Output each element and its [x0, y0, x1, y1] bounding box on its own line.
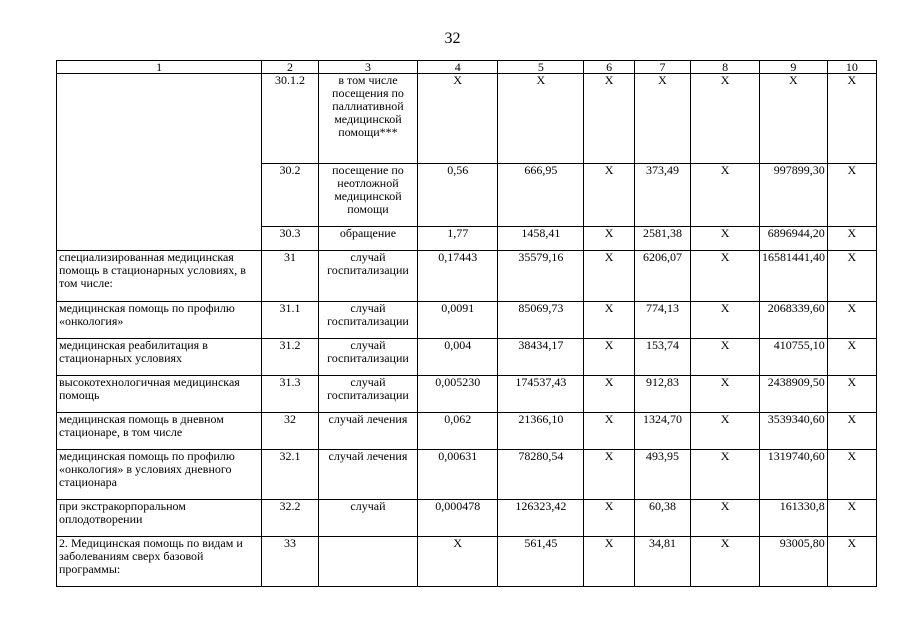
row-name: при экстракорпоральном оплодотворении	[57, 500, 262, 537]
row-col10: X	[827, 450, 876, 500]
row-col10: X	[827, 251, 876, 302]
row-col6: X	[584, 339, 634, 376]
row-col10: X	[827, 376, 876, 413]
row-col9: 6896944,20	[759, 227, 827, 251]
row-col9: 2438909,50	[759, 376, 827, 413]
row-col9: 410755,10	[759, 339, 827, 376]
row-col7: 2581,38	[634, 227, 690, 251]
row-unit: случай госпитализации	[318, 339, 418, 376]
row-col8: X	[691, 164, 760, 227]
row-col9: 2068339,60	[759, 302, 827, 339]
data-table	[56, 60, 877, 587]
table-row	[57, 74, 877, 164]
row-col10: X	[827, 164, 876, 227]
row-col5: 126323,42	[498, 500, 584, 537]
row-col8: X	[691, 500, 760, 537]
header-cell-7: 7	[634, 61, 690, 74]
row-unit: посещение по неотложной медицинской помощи	[318, 164, 418, 227]
table-row	[57, 537, 877, 587]
row-col7: 153,74	[634, 339, 690, 376]
header-row	[57, 61, 877, 74]
row-col9: X	[759, 74, 827, 164]
row-col8: X	[691, 227, 760, 251]
row-name: медицинская помощь в дневном стационаре, в том числе	[57, 413, 262, 450]
row-col8: X	[691, 302, 760, 339]
row-col5: 21366,10	[498, 413, 584, 450]
row-name: медицинская помощь по профилю «онкология» в условиях дневного стационара	[57, 450, 262, 500]
table-row	[57, 251, 877, 302]
row-unit: случай госпитализации	[318, 251, 418, 302]
row-col7: 912,83	[634, 376, 690, 413]
row-col7: X	[634, 74, 690, 164]
header-cell-2: 2	[262, 61, 318, 74]
table-row	[57, 500, 877, 537]
row-col10: X	[827, 537, 876, 587]
row-code: 32	[262, 413, 318, 450]
row-code: 32.1	[262, 450, 318, 500]
row-name	[57, 74, 262, 251]
row-col4: 0,00631	[418, 450, 498, 500]
row-col7: 373,49	[634, 164, 690, 227]
row-name: высокотехнологичная медицинская помощь	[57, 376, 262, 413]
table-row	[57, 339, 877, 376]
row-col6: X	[584, 251, 634, 302]
row-col7: 34,81	[634, 537, 690, 587]
row-col4: 0,17443	[418, 251, 498, 302]
row-col7: 493,95	[634, 450, 690, 500]
row-col5: 35579,16	[498, 251, 584, 302]
row-col7: 1324,70	[634, 413, 690, 450]
row-col5: 85069,73	[498, 302, 584, 339]
row-col6: X	[584, 537, 634, 587]
row-col6: X	[584, 227, 634, 251]
row-col10: X	[827, 500, 876, 537]
page-number: 32	[444, 30, 461, 47]
row-col5: 38434,17	[498, 339, 584, 376]
row-col6: X	[584, 376, 634, 413]
row-col5: 78280,54	[498, 450, 584, 500]
row-col5: 174537,43	[498, 376, 584, 413]
row-col9: 16581441,40	[759, 251, 827, 302]
row-col9: 93005,80	[759, 537, 827, 587]
row-col4: X	[418, 537, 498, 587]
row-unit: случай лечения	[318, 413, 418, 450]
row-col8: X	[691, 413, 760, 450]
row-col4: X	[418, 74, 498, 164]
row-col6: X	[584, 302, 634, 339]
table-row	[57, 376, 877, 413]
row-col5: X	[498, 74, 584, 164]
row-col8: X	[691, 376, 760, 413]
row-col8: X	[691, 450, 760, 500]
row-col6: X	[584, 500, 634, 537]
row-col9: 997899,30	[759, 164, 827, 227]
row-col9: 3539340,60	[759, 413, 827, 450]
row-unit	[318, 537, 418, 587]
row-code: 32.2	[262, 500, 318, 537]
row-name: медицинская реабилитация в стационарных условиях	[57, 339, 262, 376]
row-col8: X	[691, 537, 760, 587]
row-col4: 0,004	[418, 339, 498, 376]
row-code: 30.2	[262, 164, 318, 227]
row-col6: X	[584, 413, 634, 450]
row-col6: X	[584, 450, 634, 500]
row-col8: X	[691, 251, 760, 302]
row-code: 30.3	[262, 227, 318, 251]
row-col9: 1319740,60	[759, 450, 827, 500]
row-col5: 561,45	[498, 537, 584, 587]
row-col4: 0,0091	[418, 302, 498, 339]
table-row	[57, 450, 877, 500]
row-unit: случай госпитализации	[318, 376, 418, 413]
header-cell-5: 5	[498, 61, 584, 74]
row-col10: X	[827, 74, 876, 164]
row-col10: X	[827, 227, 876, 251]
row-unit: случай	[318, 500, 418, 537]
row-col10: X	[827, 339, 876, 376]
row-col4: 0,000478	[418, 500, 498, 537]
row-unit: случай госпитализации	[318, 302, 418, 339]
header-cell-8: 8	[691, 61, 760, 74]
row-col4: 0,56	[418, 164, 498, 227]
row-col8: X	[691, 339, 760, 376]
row-col10: X	[827, 413, 876, 450]
row-col7: 60,38	[634, 500, 690, 537]
row-name: медицинская помощь по профилю «онкология»	[57, 302, 262, 339]
row-unit: обращение	[318, 227, 418, 251]
row-code: 33	[262, 537, 318, 587]
row-col8: X	[691, 74, 760, 164]
row-col10: X	[827, 302, 876, 339]
row-name: специализированная медицинская помощь в стационарных условиях, в том числе:	[57, 251, 262, 302]
header-cell-4: 4	[418, 61, 498, 74]
row-col5: 666,95	[498, 164, 584, 227]
header-cell-6: 6	[584, 61, 634, 74]
row-col9: 161330,8	[759, 500, 827, 537]
row-code: 31.2	[262, 339, 318, 376]
row-code: 31.3	[262, 376, 318, 413]
row-col7: 774,13	[634, 302, 690, 339]
header-cell-10: 10	[827, 61, 876, 74]
row-col6: X	[584, 74, 634, 164]
row-name: 2. Медицинская помощь по видам и заболеваниям сверх базовой программы:	[57, 537, 262, 587]
row-unit: в том числе посещения по паллиативной медицинской помощи***	[318, 74, 418, 164]
header-cell-1: 1	[57, 61, 262, 74]
row-col5: 1458,41	[498, 227, 584, 251]
row-col7: 6206,07	[634, 251, 690, 302]
row-col6: X	[584, 164, 634, 227]
row-unit: случай лечения	[318, 450, 418, 500]
header-cell-3: 3	[318, 61, 418, 74]
row-col4: 1,77	[418, 227, 498, 251]
header-cell-9: 9	[759, 61, 827, 74]
table-row	[57, 413, 877, 450]
row-code: 31.1	[262, 302, 318, 339]
row-col4: 0,062	[418, 413, 498, 450]
row-code: 31	[262, 251, 318, 302]
row-col4: 0,005230	[418, 376, 498, 413]
table-row	[57, 302, 877, 339]
row-code: 30.1.2	[262, 74, 318, 164]
